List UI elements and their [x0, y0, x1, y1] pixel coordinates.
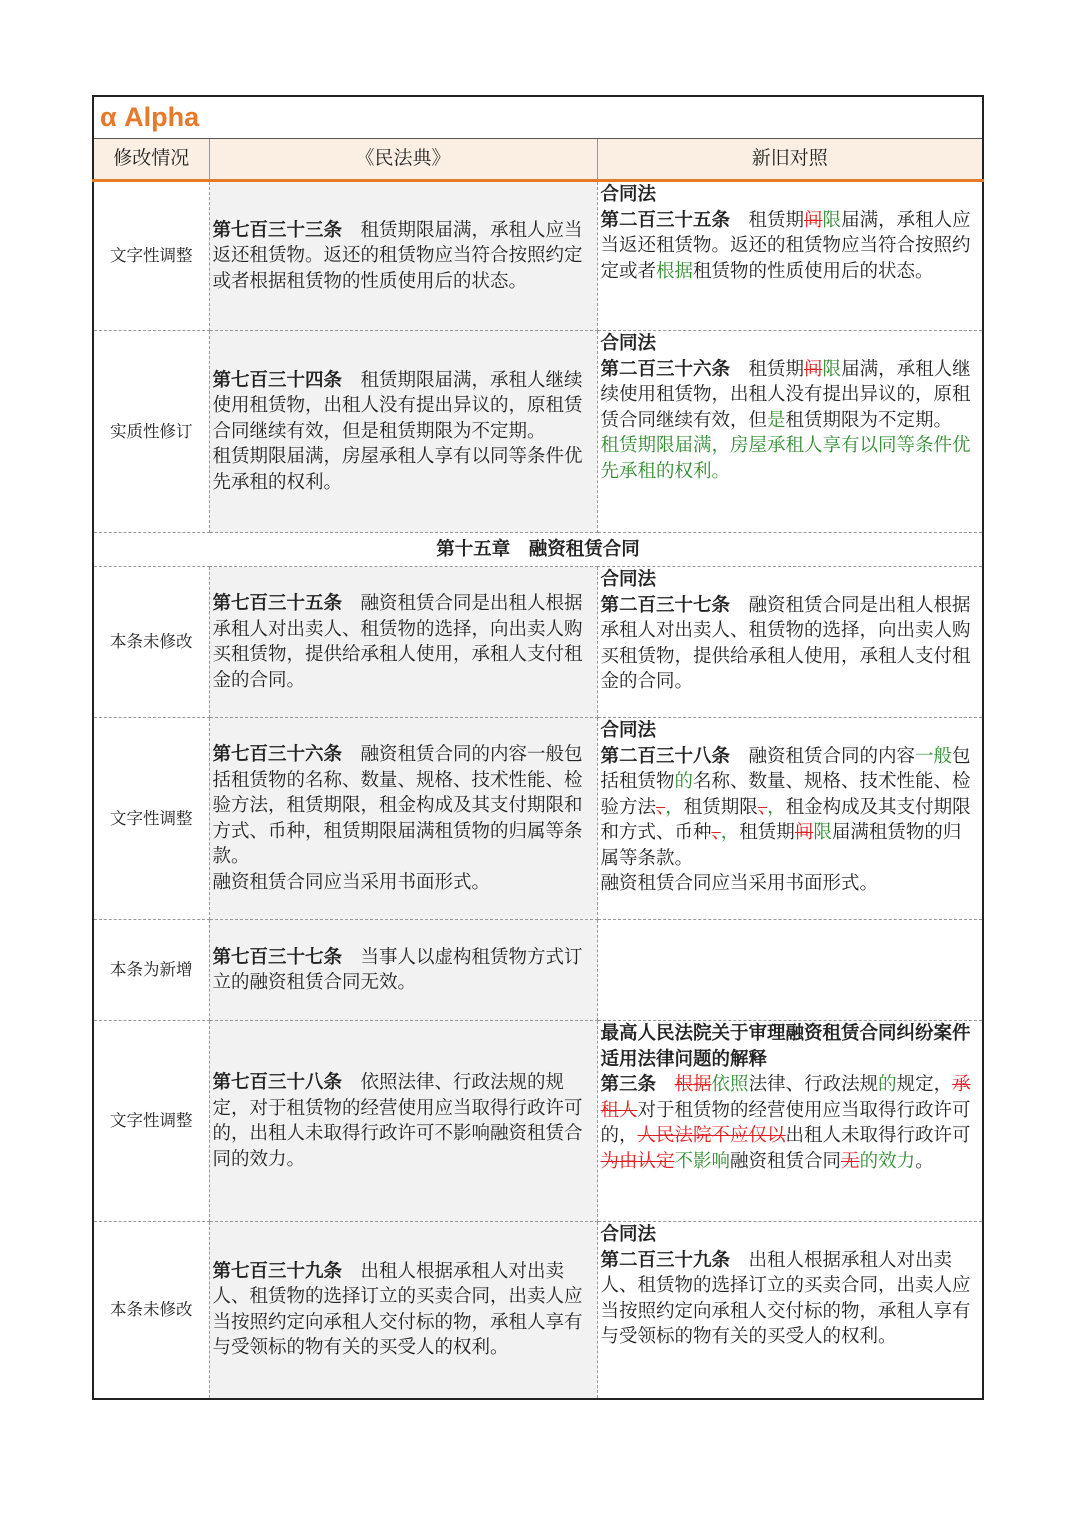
text-segment: 出租人根据承租人对出卖人、租赁物的选择订立的买卖合同，出卖人应当按照约定向承租人交付标的物，承租人享有与受领标的物有关的买受人的权利。 [600, 1249, 971, 1347]
text-segment: 租赁期限 [683, 796, 758, 818]
paragraph [213, 444, 594, 495]
header-row [93, 139, 983, 181]
inserted-text: 依照 [711, 1074, 749, 1095]
text-segment [656, 1074, 675, 1095]
source-law: 最高人民法院关于审理融资租赁合同纠纷案件适用法律问题的解释 [600, 1023, 971, 1070]
text-segment: 对于租赁物的经营使用应当取得行政许可的， [600, 1099, 971, 1146]
table-row [93, 718, 983, 920]
civil-code-article [209, 181, 597, 331]
civil-code-article [209, 1021, 597, 1222]
paragraph [213, 945, 594, 996]
deleted-text: 间 [794, 822, 814, 843]
inserted-text: 的 [878, 1074, 897, 1095]
civil-code-article [209, 1222, 597, 1399]
article-number: 第七百三十四条 [212, 369, 343, 391]
article-number: 第二百三十六条 [600, 358, 731, 380]
table-row [93, 920, 983, 1021]
paragraph [601, 433, 980, 484]
source-law: 合同法 [600, 569, 657, 590]
modification-status: 文字性调整 [93, 1021, 209, 1222]
paragraph [213, 1070, 594, 1172]
old-law-article [597, 567, 983, 718]
inserted-text: 限 [813, 822, 832, 843]
deleted-text: 、 [656, 796, 666, 818]
text-segment: 当事人以虚构租赁物方式订立的融资租赁合同无效。 [212, 946, 583, 993]
old-law-article [597, 1222, 983, 1399]
article-number: 第二百三十五条 [600, 209, 731, 231]
modification-status: 本条未修改 [93, 567, 209, 718]
paragraph [601, 1248, 980, 1350]
text-segment: 规定， [896, 1074, 953, 1095]
article-number: 第七百三十三条 [212, 219, 343, 241]
article-number: 第七百三十五条 [212, 593, 343, 614]
inserted-text: 限 [822, 358, 842, 380]
inserted-text: 租赁期限届满，房屋承租人享有以同等条件优先承租的权利。 [600, 435, 971, 482]
article-number: 第三条 [600, 1074, 657, 1095]
inserted-text: ， [767, 796, 786, 818]
source-law: 合同法 [600, 333, 657, 354]
text-segment: 租赁物的性质使用后的状态。 [693, 260, 934, 282]
inserted-text: 的 [674, 771, 694, 792]
chapter-title: 第十五章 融资租赁合同 [93, 533, 983, 567]
civil-code-article [209, 567, 597, 718]
text-segment: 。 [915, 1150, 934, 1172]
text-segment: 融资租赁合同应当采用书面形式。 [600, 873, 879, 894]
text-segment: 出租人未取得行政许可 [785, 1125, 971, 1146]
paragraph [601, 871, 980, 897]
text-segment: 融资租赁合同 [730, 1150, 842, 1172]
deleted-text: 为由认定 [600, 1150, 675, 1172]
table-row [93, 331, 983, 533]
deleted-text: 无 [841, 1150, 860, 1172]
text-segment: 名称、数量、规格、技术性能、检验方法 [600, 771, 971, 818]
modification-status: 本条未修改 [93, 1222, 209, 1399]
inserted-text: 一般 [915, 745, 953, 767]
civil-code-article [209, 331, 597, 533]
text-segment: 租赁期限届满，承租人应当返还租赁物。返还的租赁物应当符合按照约定或者根据租赁物的性质使用后的状态。 [212, 219, 583, 292]
paragraph [601, 593, 980, 695]
deleted-text: 间 [804, 209, 823, 231]
inserted-text: 根据 [656, 260, 694, 282]
text-segment: 包括租赁物 [600, 745, 971, 792]
brand-logo [93, 96, 983, 139]
paragraph [213, 218, 594, 295]
old-law-article [597, 331, 983, 533]
table-row [93, 1222, 983, 1399]
old-law-article [597, 1021, 983, 1222]
table-row [93, 1021, 983, 1222]
inserted-text: 限 [822, 209, 842, 231]
text-segment: 融资租赁合同的内容一般包括租赁物的名称、数量、规格、技术性能、检验方法，租赁期限，租金构成及其支付期限和方式、币种，租赁期限届满租赁物的归属等条款。 [212, 744, 583, 867]
text-segment: 融资租赁合同是出租人根据承租人对出卖人、租赁物的选择，向出卖人购买租赁物，提供给承租人使用，承租人支付租金的合同。 [212, 593, 583, 691]
deleted-text: 承租人 [600, 1074, 971, 1121]
article-number: 第七百三十八条 [212, 1072, 343, 1093]
deleted-text: 、 [711, 822, 721, 843]
header-civil-code: 《民法典》 [209, 139, 597, 181]
source-law: 合同法 [600, 1224, 657, 1245]
text-segment: 租金构成及其支付期限和方式、币种 [600, 796, 971, 843]
paragraph [601, 357, 980, 434]
old-law-article [597, 181, 983, 331]
text-segment: 融资租赁合同应当采用书面形式。 [212, 871, 491, 893]
paragraph [601, 1072, 980, 1174]
text-segment: 届满租赁物的归属等条款。 [600, 822, 962, 869]
text-segment: 租赁期限为不定期。 [785, 409, 953, 431]
article-number: 第七百三十七条 [212, 946, 343, 968]
deleted-text: 间 [804, 358, 823, 380]
header-status: 修改情况 [93, 139, 209, 181]
paragraph [213, 870, 594, 896]
text-segment: 届满，承租人继续使用租赁物，出租人没有提出异议的，原租赁合同继续有效，但 [600, 358, 971, 431]
civil-code-article [209, 920, 597, 1021]
article-number: 第二百三十九条 [600, 1249, 731, 1271]
civil-code-article [209, 718, 597, 920]
paragraph [601, 208, 980, 285]
text-segment: 租赁期 [730, 209, 805, 231]
paragraph [213, 591, 594, 693]
modification-status: 文字性调整 [93, 181, 209, 331]
inserted-text: ， [665, 796, 684, 818]
text-segment: 租赁期限届满，房屋承租人享有以同等条件优先承租的权利。 [212, 446, 583, 493]
article-number: 第二百三十七条 [600, 594, 731, 616]
article-number: 第二百三十八条 [600, 745, 731, 767]
inserted-text: ， [720, 822, 740, 843]
text-segment: 租赁期限届满，承租人继续使用租赁物，出租人没有提出异议的，原租赁合同继续有效，但是租赁期限为不定期。 [212, 369, 583, 442]
text-segment: 租赁期 [730, 358, 805, 380]
text-segment: 届满，承租人应当返还租赁物。返还的租赁物应当符合按照约定或者 [600, 209, 971, 282]
source-law: 合同法 [600, 720, 657, 741]
comparison-table [92, 95, 984, 1400]
inserted-text: 不影响 [674, 1150, 731, 1172]
text-segment: 融资租赁合同是出租人根据承租人对出卖人、租赁物的选择，向出卖人购买租赁物，提供给承租人使用，承租人支付租金的合同。 [600, 594, 971, 692]
paragraph [601, 744, 980, 872]
inserted-text: 是 [767, 409, 786, 431]
old-law-article [597, 718, 983, 920]
article-number: 第七百三十六条 [212, 744, 343, 765]
chapter-row [93, 533, 983, 567]
header-comparison: 新旧对照 [597, 139, 983, 181]
brand-name: Alpha [124, 101, 200, 132]
table-row [93, 181, 983, 331]
text-segment: 融资租赁合同的内容 [730, 745, 916, 767]
source-law: 合同法 [600, 184, 657, 205]
deleted-text: 根据 [674, 1074, 712, 1095]
inserted-text: 的效力 [859, 1150, 916, 1172]
paragraph [213, 742, 594, 870]
text-segment: 依照法律、行政法规的规定，对于租赁物的经营使用应当取得行政许可的，出租人未取得行政许可不影响融资租赁合同的效力。 [212, 1072, 583, 1170]
deleted-text: 人民法院不应仅以 [637, 1125, 786, 1146]
paragraph [213, 368, 594, 445]
text-segment: 租赁期 [739, 822, 795, 843]
modification-status: 文字性调整 [93, 718, 209, 920]
table-row [93, 567, 983, 718]
text-segment: 出租人根据承租人对出卖人、租赁物的选择订立的买卖合同，出卖人应当按照约定向承租人交付标的物，承租人享有与受领标的物有关的买受人的权利。 [212, 1260, 583, 1359]
deleted-text: 、 [757, 796, 768, 818]
modification-status: 本条为新增 [93, 920, 209, 1021]
text-segment: 法律、行政法规 [748, 1074, 879, 1095]
paragraph [213, 1259, 594, 1361]
old-law-article [597, 920, 983, 1021]
modification-status: 实质性修订 [93, 331, 209, 533]
article-number: 第七百三十九条 [212, 1260, 343, 1282]
alpha-logo-icon: α [100, 101, 117, 132]
